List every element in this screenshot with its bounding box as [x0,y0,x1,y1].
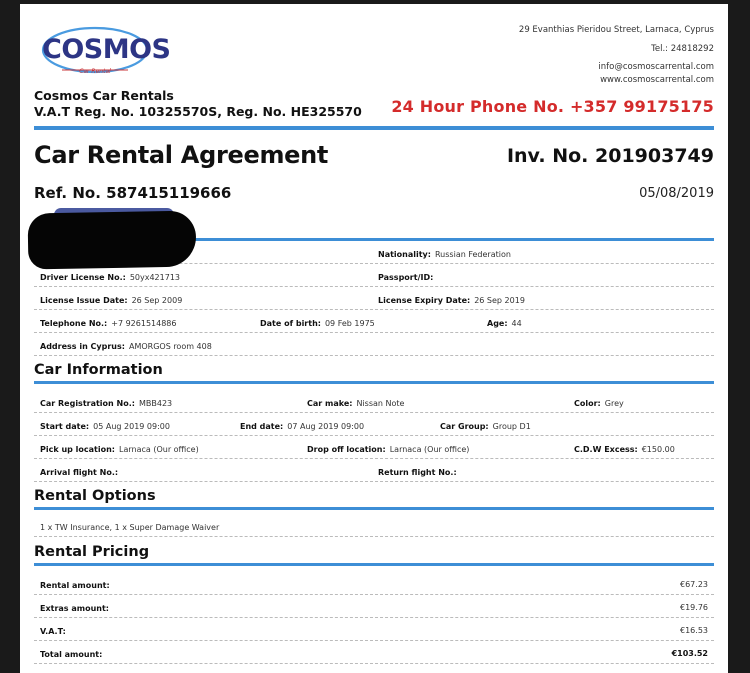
passport-label: Passport/ID: [378,273,434,282]
logo-subtitle: Car Rental [79,68,111,75]
driver-license-label: Driver License No.: [40,273,126,282]
row-divider [34,355,714,356]
row-divider [34,640,714,641]
row-divider [34,412,714,413]
options-section-title: Rental Options [34,488,156,504]
pricing-divider [34,563,714,566]
logo-wordmark: COSMOS [42,34,171,65]
license-issue-field [40,295,182,309]
cdw-label: C.D.W Excess: [574,445,638,454]
address-label: Address in Cyprus: [40,342,125,351]
company-address: 29 Evanthias Pieridou Street, Larnaca, Cyprus [518,25,714,35]
age-value: 44 [511,319,522,328]
row-divider [34,594,714,595]
license-expiry-label: License Expiry Date: [378,296,471,305]
address-value: AMORGOS room 408 [128,342,212,351]
start-date-label: Start date: [40,422,90,431]
pricing-row [40,580,110,594]
cosmos-logo [40,24,171,82]
row-divider [34,617,714,618]
pricing-total-label: Total amount: [40,650,103,659]
pricing-row-value: €19.76 [680,603,708,612]
company-tel: Tel.: 24818292 [651,43,714,54]
end-date-field [240,421,364,435]
row-divider [34,663,714,664]
telephone-label: Telephone No.: [40,319,108,328]
row-divider [34,435,714,436]
row-divider [34,536,714,537]
car-color-field [574,398,624,412]
header-divider [34,126,714,130]
row-divider [34,481,714,482]
start-date-field [40,421,170,435]
dropoff-label: Drop off location: [307,445,386,454]
license-expiry-value: 26 Sep 2019 [474,296,525,305]
row-divider [34,458,714,459]
dob-value: 09 Feb 1975 [324,319,375,328]
return-flight-label: Return flight No.: [378,468,457,477]
pricing-total-value: €103.52 [671,649,708,658]
options-list [40,522,219,536]
nationality-value: Russian Federation [434,250,511,259]
nationality-field [378,249,511,263]
dob-label: Date of birth: [260,319,321,328]
car-make-field [307,398,404,412]
license-issue-label: License Issue Date: [40,296,128,305]
car-registration-value: MBB423 [138,399,173,408]
row-divider [34,309,714,310]
row-divider [34,332,714,333]
pickup-label: Pick up location: [40,445,115,454]
age-label: Age: [487,319,508,328]
car-group-label: Car Group: [440,422,489,431]
dropoff-field [307,444,469,458]
invoice-date: 05/08/2019 [639,186,714,201]
dropoff-value: Larnaca (Our office) [389,445,470,454]
redaction-mark [28,211,197,270]
car-section-title: Car Information [34,362,163,378]
hotline-phone: 24 Hour Phone No. +357 99175175 [391,97,714,116]
invoice-number: Inv. No. 201903749 [506,145,714,167]
pricing-row [40,626,66,640]
car-registration-label: Car Registration No.: [40,399,135,408]
rental-agreement-document [20,4,728,673]
passport-field [378,272,437,286]
car-registration-field [40,398,172,412]
pricing-row-value: €67.23 [680,580,708,589]
pricing-row-label: Extras amount: [40,604,109,613]
pickup-value: Larnaca (Our office) [119,445,199,454]
end-date-label: End date: [240,422,284,431]
telephone-value: +7 9261514886 [111,319,177,328]
pickup-field [40,444,199,458]
cdw-value: €150.00 [641,445,675,454]
license-expiry-field [378,295,525,309]
car-color-value: Grey [604,399,624,408]
driver-license-field [40,272,180,286]
car-make-label: Car make: [307,399,353,408]
pricing-row-label: V.A.T: [40,627,66,636]
telephone-field [40,318,176,332]
company-name: Cosmos Car Rentals [34,88,174,103]
pricing-section-title: Rental Pricing [34,544,150,560]
pricing-row-label: Rental amount: [40,581,110,590]
dob-field [260,318,375,332]
car-group-value: Group D1 [492,422,531,431]
license-issue-value: 26 Sep 2009 [131,296,183,305]
company-website[interactable]: www.cosmoscarrental.com [600,74,714,85]
nationality-label: Nationality: [378,250,431,259]
company-contact [519,24,714,86]
pricing-row [40,603,109,617]
driver-license-value: 50yx421713 [129,273,180,282]
row-divider [34,286,714,287]
pricing-row-value: €16.53 [680,626,708,635]
document-title: Car Rental Agreement [34,141,329,169]
options-divider [34,507,714,510]
company-email[interactable]: info@cosmoscarrental.com [598,62,714,72]
car-group-field [440,421,531,435]
end-date-value: 07 Aug 2019 09:00 [287,422,365,431]
cdw-field [574,444,675,458]
options-text: 1 x TW Insurance, 1 x Super Damage Waiver [40,523,220,532]
age-field [487,318,522,332]
arrival-flight-label: Arrival flight No.: [40,468,119,477]
reference-number: Ref. No. 587415119666 [34,184,232,202]
arrival-flight-field [40,467,122,481]
return-flight-field [378,467,461,481]
pricing-total-row [40,649,102,663]
company-vat: V.A.T Reg. No. 10325570S, Reg. No. HE325570 [34,104,362,119]
car-color-label: Color: [574,399,601,408]
car-divider [34,381,714,384]
car-make-value: Nissan Note [356,399,405,408]
start-date-value: 05 Aug 2019 09:00 [93,422,170,431]
address-field [40,341,212,355]
